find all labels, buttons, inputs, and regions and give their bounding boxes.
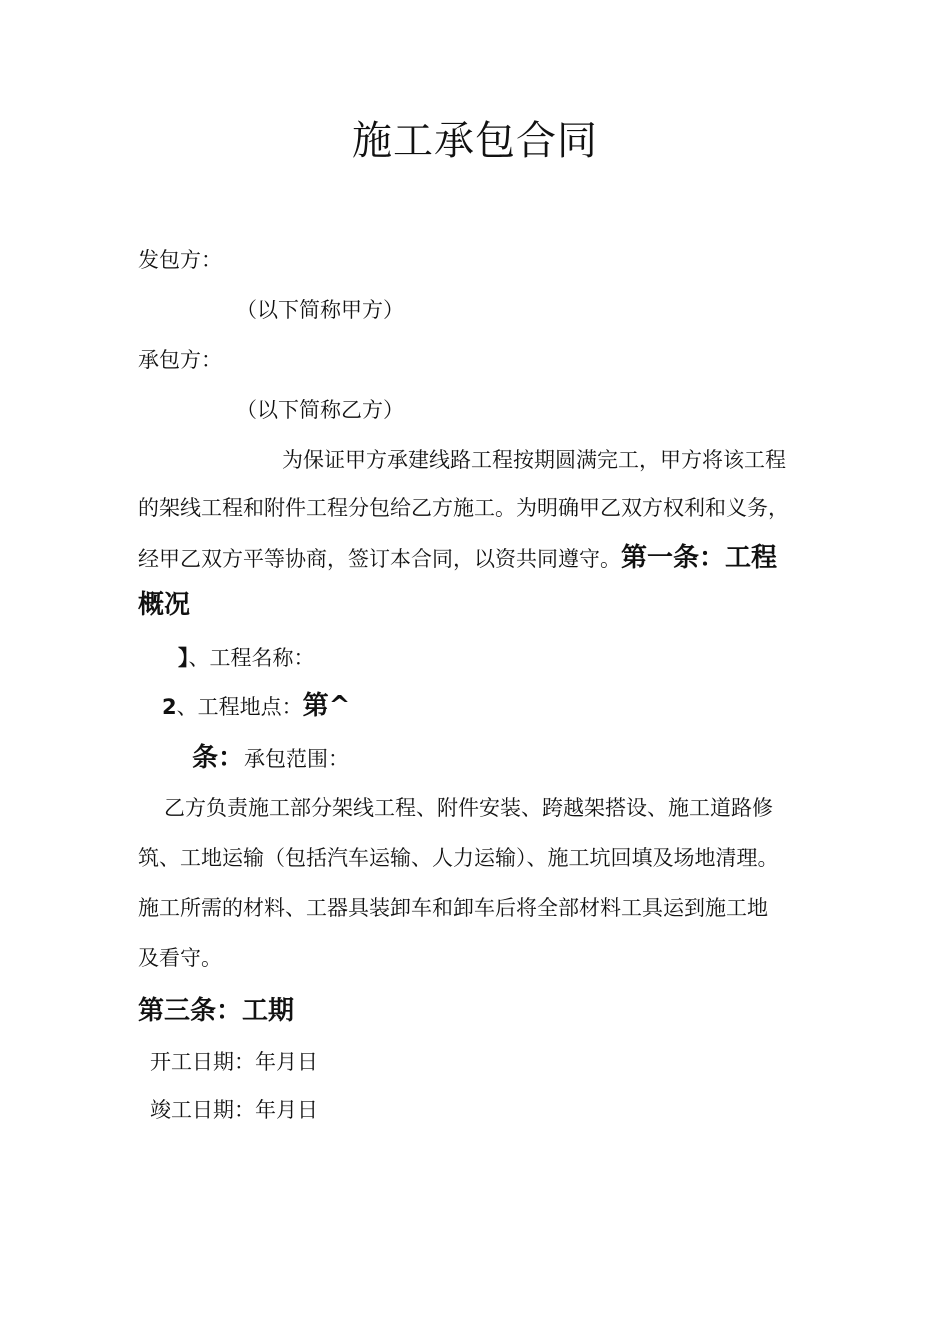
article-2-heading-start: 第^ (302, 691, 351, 721)
party-b-label: 承包方： (138, 348, 222, 372)
party-b-alias: （以下简称乙方） (236, 398, 404, 422)
list-item-2 (162, 692, 350, 721)
party-a-alias: （以下简称甲方） (236, 298, 404, 322)
scope-paragraph-line-2: 筑、工地运输（包括汽车运输、人力运输）、施工坑回填及场地清理。 (138, 846, 779, 870)
scope-paragraph-line-1: 乙方负责施工部分架线工程、附件安装、跨越架搭设、施工道路修 (164, 796, 773, 820)
article-2-heading (192, 744, 349, 773)
article-1-heading-start: 第一条：工程 (621, 543, 778, 573)
article-1-heading-end: 概况 (138, 590, 191, 620)
list-item-1-text: 、工程名称： (188, 646, 315, 670)
scope-paragraph-line-3: 施工所需的材料、工器具装卸车和卸车后将全部材料工具运到施工地 (138, 896, 768, 920)
list-item-2-marker: 2 (162, 695, 177, 719)
article-3-heading: 第三条：工期 (138, 996, 295, 1026)
intro-paragraph-line-3 (138, 544, 777, 573)
party-a-label: 发包方： (138, 248, 222, 272)
list-item-1-marker: 】 (178, 646, 189, 670)
scope-paragraph-line-4: 及看守。 (138, 946, 222, 970)
article-2-heading-end: 条： (192, 743, 245, 773)
intro-paragraph-line-2: 的架线工程和附件工程分包给乙方施工。为明确甲乙双方权利和义务， (138, 496, 789, 520)
intro-paragraph-text: 经甲乙双方平等协商，签订本合同，以资共同遵守。 (138, 547, 621, 571)
article-2-title: 承包范围： (244, 747, 350, 771)
intro-paragraph-line-1: 为保证甲方承建线路工程按期圆满完工，甲方将该工程 (282, 448, 786, 472)
completion-date: 竣工日期：年月日 (150, 1098, 318, 1122)
list-item-1 (178, 644, 315, 672)
document-title: 施工承包合同 (352, 118, 598, 164)
start-date: 开工日期：年月日 (150, 1050, 318, 1074)
list-item-2-text: 、工程地点： (176, 695, 303, 719)
